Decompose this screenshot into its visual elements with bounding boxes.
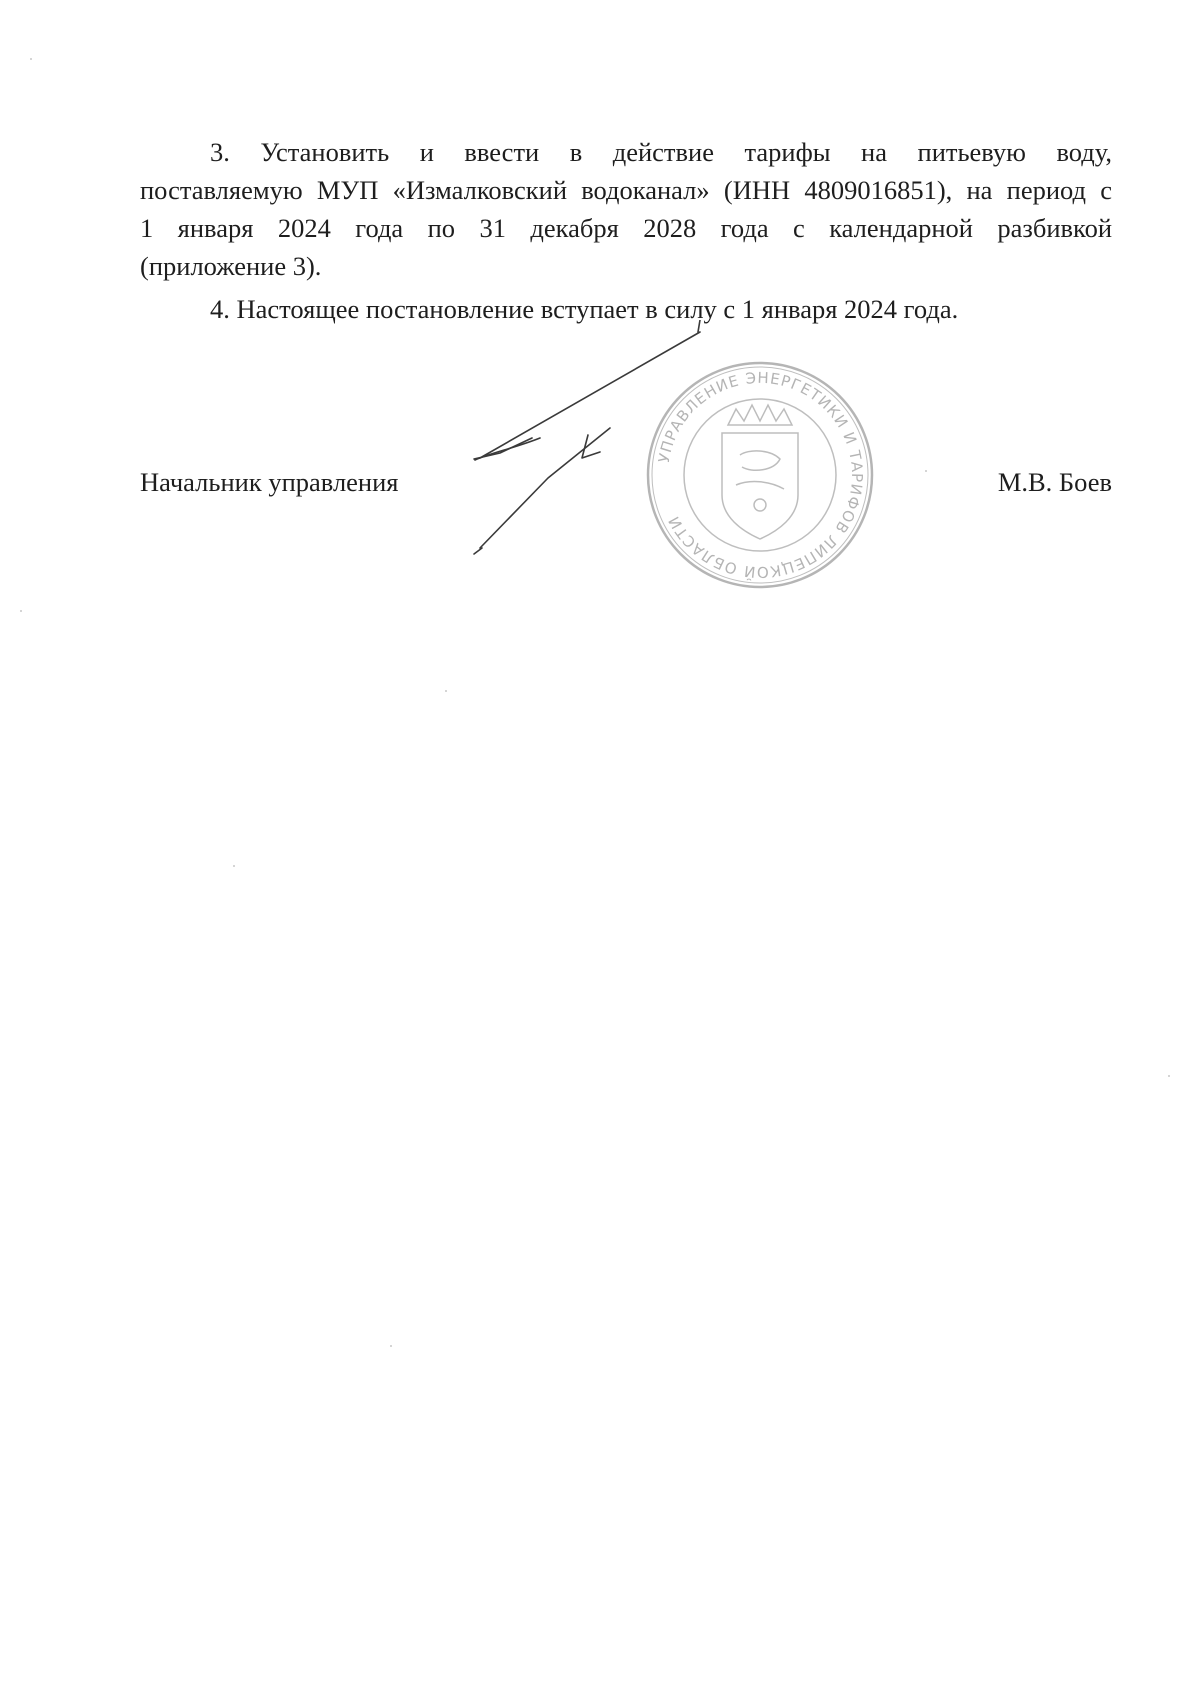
scan-speck	[233, 865, 235, 867]
paragraph-3-line-2: поставляемую МУП «Измалковский водоканал» (ИНН 4809016851), на период с	[140, 175, 1112, 205]
scan-speck	[925, 470, 927, 472]
scan-speck	[30, 58, 32, 60]
scan-speck	[20, 610, 22, 612]
paragraph-3	[140, 133, 1112, 285]
scan-speck	[1168, 1075, 1170, 1077]
svg-text:УПРАВЛЕНИЕ ЭНЕРГЕТИКИ И ТАРИФО	[655, 369, 866, 582]
paragraph-4-text: 4. Настоящее постановление вступает в силу с 1 января 2024 года.	[210, 294, 959, 324]
scan-speck	[445, 690, 447, 692]
signatory-position: Начальник управления	[140, 467, 399, 497]
paragraph-3-line-1: 3. Установить и ввести в действие тарифы на питьевую воду,	[210, 137, 1112, 167]
paragraph-3-line-3: 1 января 2024 года по 31 декабря 2028 года с календарной разбивкой	[140, 213, 1112, 243]
paragraph-3-line-4: (приложение 3).	[140, 251, 322, 281]
seal-ring-text: УПРАВЛЕНИЕ ЭНЕРГЕТИКИ И ТАРИФОВ ЛИПЕЦКОЙ ОБЛАСТИ	[654, 368, 867, 582]
official-seal-stamp	[640, 355, 880, 595]
scan-speck	[390, 1345, 392, 1347]
signatory-name: М.В. Боев	[997, 467, 1112, 497]
